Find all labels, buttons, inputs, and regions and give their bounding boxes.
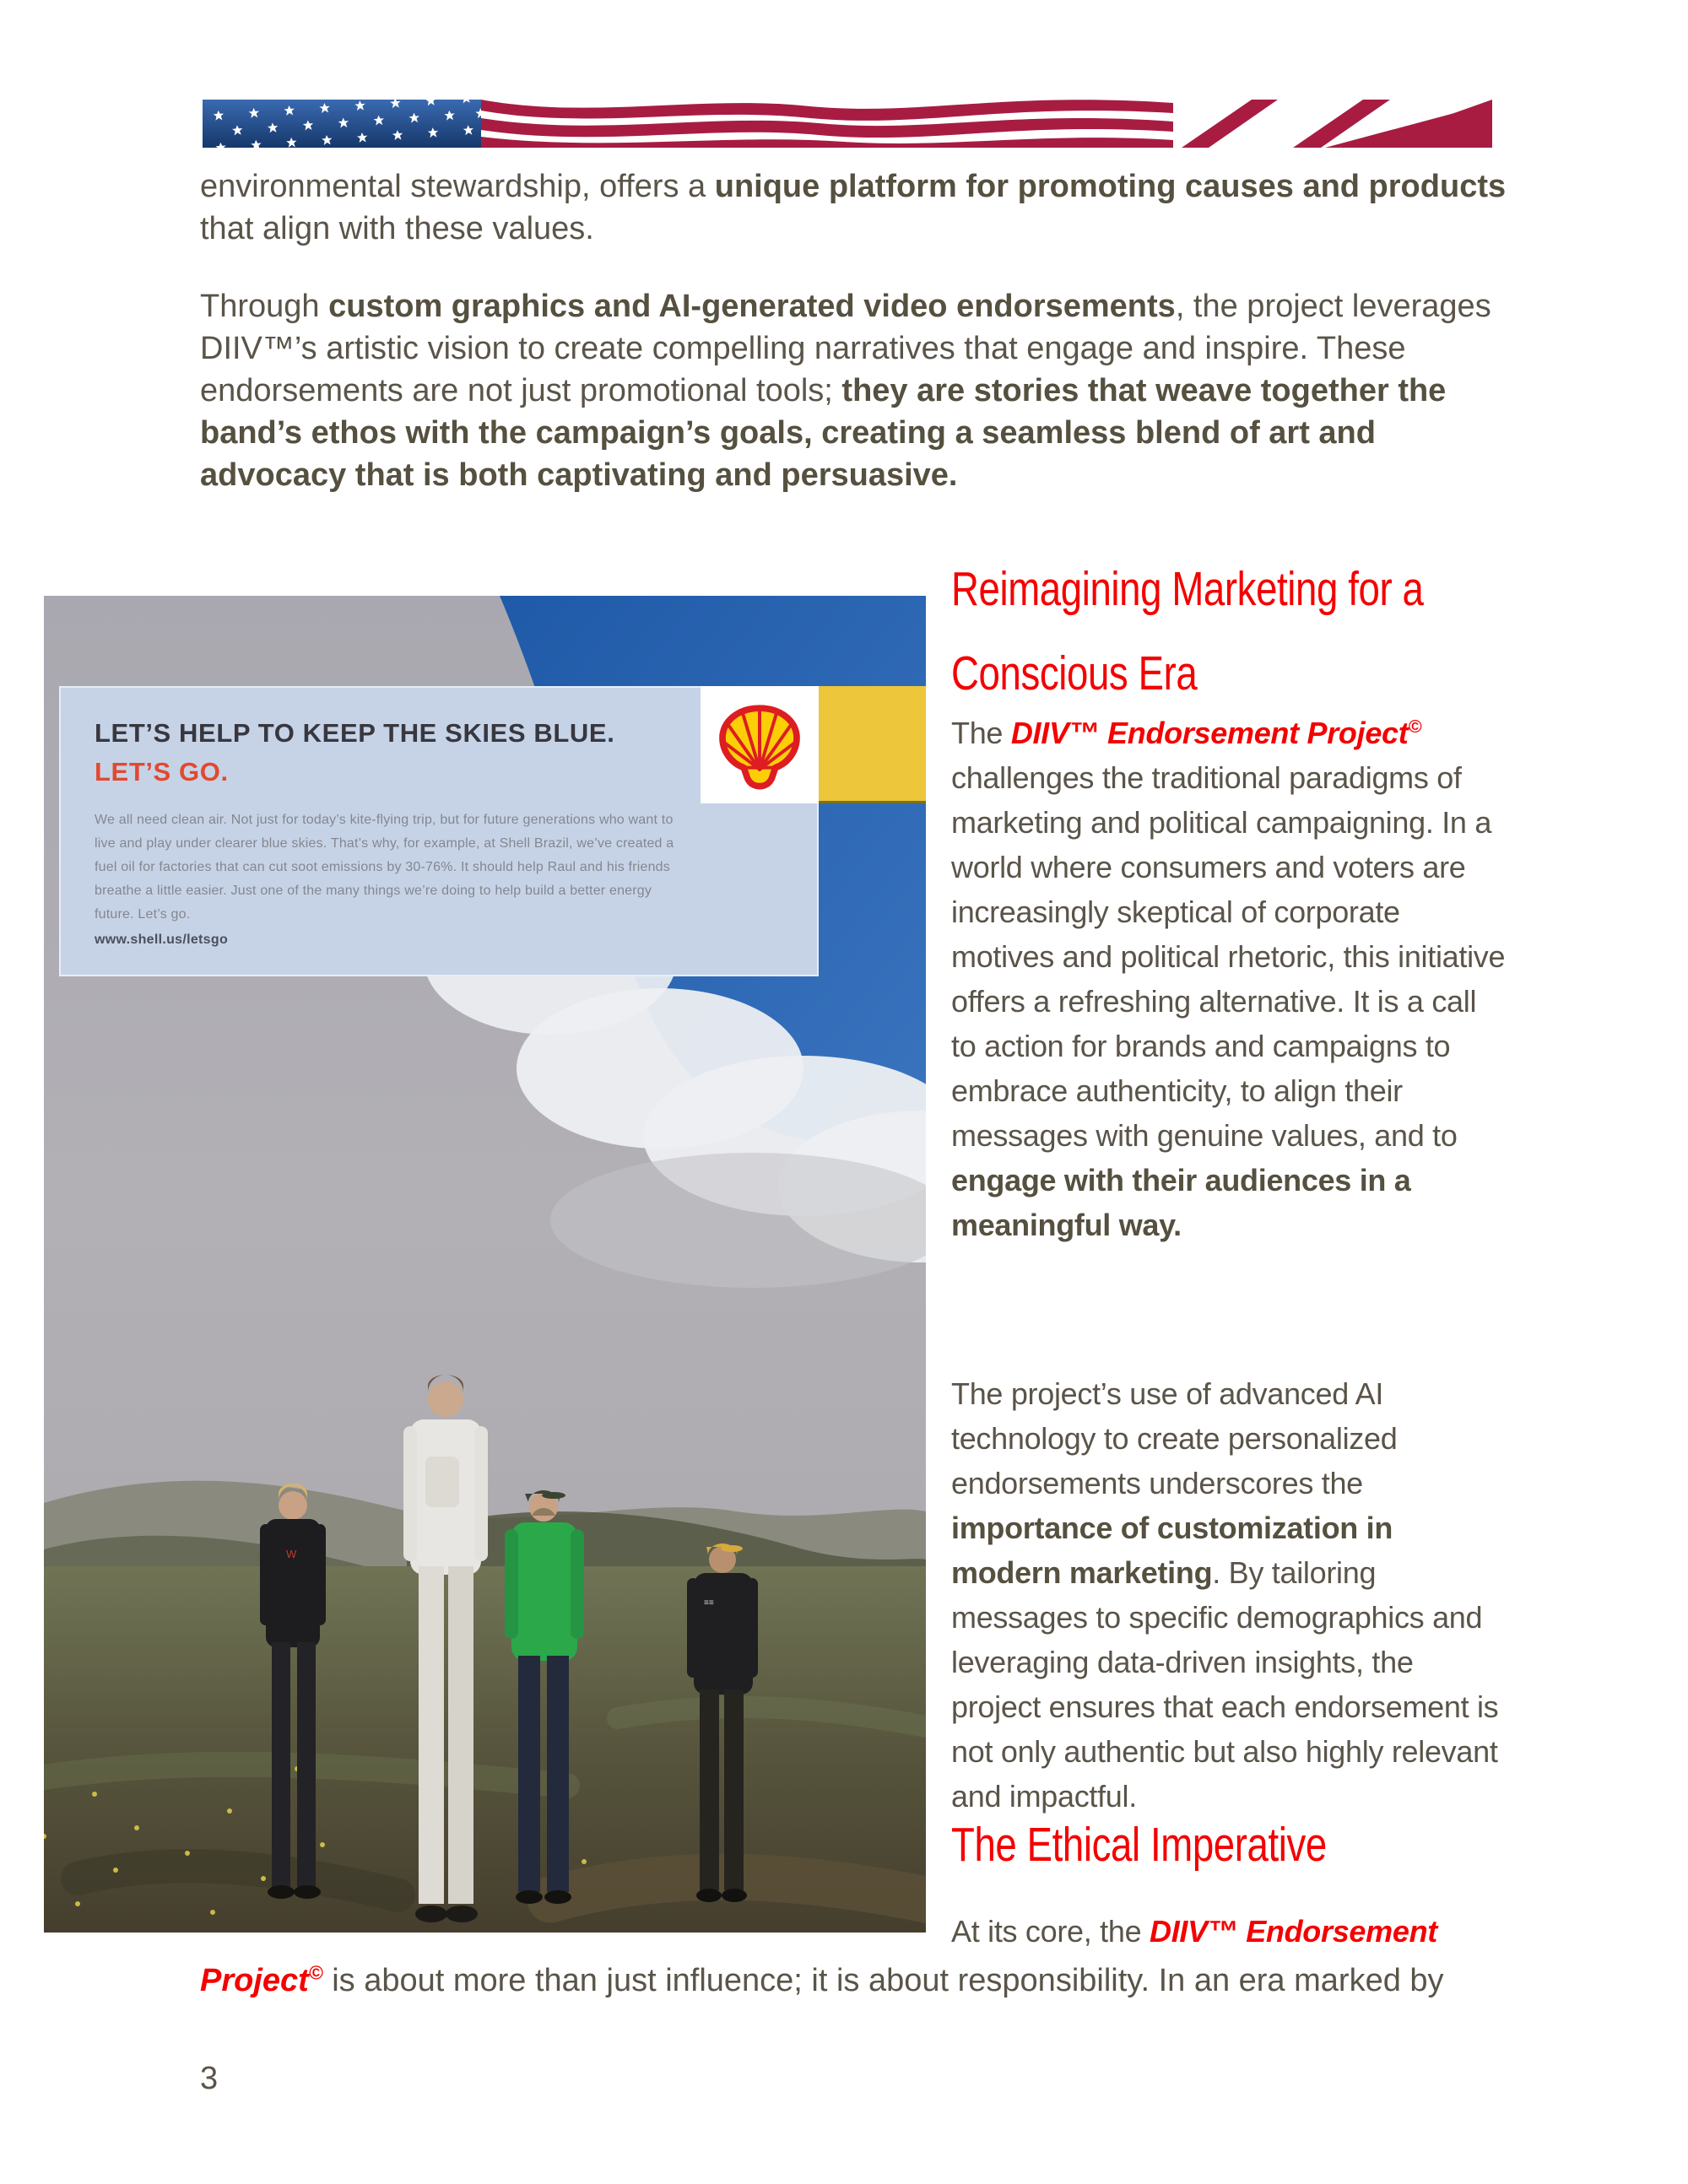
copyright-symbol: © <box>308 1961 323 1984</box>
yellow-panel <box>819 686 926 803</box>
text-run-bold: engage with their audiences in a meaningful way. <box>951 1163 1411 1242</box>
brand-name-text: DIIV™ Endorsement <box>1150 1914 1437 1949</box>
text-run: At its core, the <box>951 1914 1150 1949</box>
ad-body-text: We all need clean air. Not just for today’s kite-flying trip, but for future generations who want to live and play under clearer blue skies. That’s why, for example, at Shell Brazil, we’ve created a fuel oil for factories that can cut soot emissions by 30-76%. It should help Raul and his friends breathe a little easier. Just one of the many things we’re doing to help build a better energy future. Let’s go. <box>95 813 674 922</box>
svg-text:≡≡: ≡≡ <box>704 1598 714 1608</box>
text-run: challenges the traditional paradigms of marketing and political campaigning. In a world where consumers and voters are increasingly skeptical of corporate motives and political rhetoric, this initiative offers a refreshing alternative. It is a call to action for brands and campaigns to embrace authenticity, to align their messages with genuine values, and to <box>951 760 1506 1153</box>
text-run: The <box>951 716 1011 750</box>
brand-name-text: Project <box>200 1963 309 1998</box>
brand-name-text: DIIV™ Endorsement Project <box>1010 716 1409 750</box>
ad-tagline: LET’S GO. <box>95 757 229 787</box>
shell-pecten-icon <box>713 696 806 791</box>
band-field-photo <box>44 596 926 1933</box>
text-run: Through <box>200 289 329 324</box>
text-run: . By tailoring messages to specific demographics and leveraging data-driven insights, the project ensures that each endorsement is not only authentic but also highly relevant and impactful. <box>951 1555 1499 1814</box>
section-heading-ethical-imperative: The Ethical Imperative <box>951 1818 1327 1872</box>
ad-headline: LET’S HELP TO KEEP THE SKIES BLUE. <box>95 718 615 748</box>
shell-logo-box <box>701 686 819 803</box>
flag-stripes <box>481 100 1492 148</box>
copyright-symbol: © <box>1408 716 1422 737</box>
text-run: The project’s use of advanced AI technology to create personalized endorsements underscores the <box>951 1376 1398 1500</box>
intro-paragraph-2 <box>200 285 1512 496</box>
text-run-bold: custom graphics and AI-generated video endorsements <box>328 289 1176 324</box>
text-run-bold: importance of customization in modern marketing <box>951 1511 1393 1590</box>
text-run-bold: unique platform for promoting causes and products <box>714 169 1507 204</box>
american-flag-banner-image <box>203 100 1492 148</box>
page-number: 3 <box>200 2061 219 2096</box>
svg-text:W: W <box>286 1548 297 1560</box>
ad-url-text: www.shell.us/letsgo <box>95 933 229 947</box>
intro-paragraph-1 <box>200 165 1512 250</box>
text-run: that align with these values. <box>200 211 594 246</box>
right-column-paragraph-3 <box>951 1909 1508 1954</box>
right-column-paragraph-1 <box>951 711 1508 1247</box>
text-run: environmental stewardship, offers a <box>200 169 715 204</box>
flag-graphic <box>203 100 1492 148</box>
text-run-bold: they are stories that weave together the band’s ethos with the campaign’s goals, creating a seamless blend of art and advocacy that is both captivating and persuasive. <box>200 373 1447 493</box>
section-heading-reimagining: Reimagining Marketing for a Conscious Era <box>951 562 1424 700</box>
text-run: is about more than just influence; it is about responsibility. In an era marked by <box>322 1963 1444 1998</box>
text-run: , the project leverages DIIV™’s artistic vision to create compelling narratives that engage and inspire. These endorsements are not just promotional tools; <box>200 289 1491 408</box>
bottom-wrapped-line <box>200 1960 1584 2002</box>
right-column-paragraph-2 <box>951 1371 1508 1819</box>
